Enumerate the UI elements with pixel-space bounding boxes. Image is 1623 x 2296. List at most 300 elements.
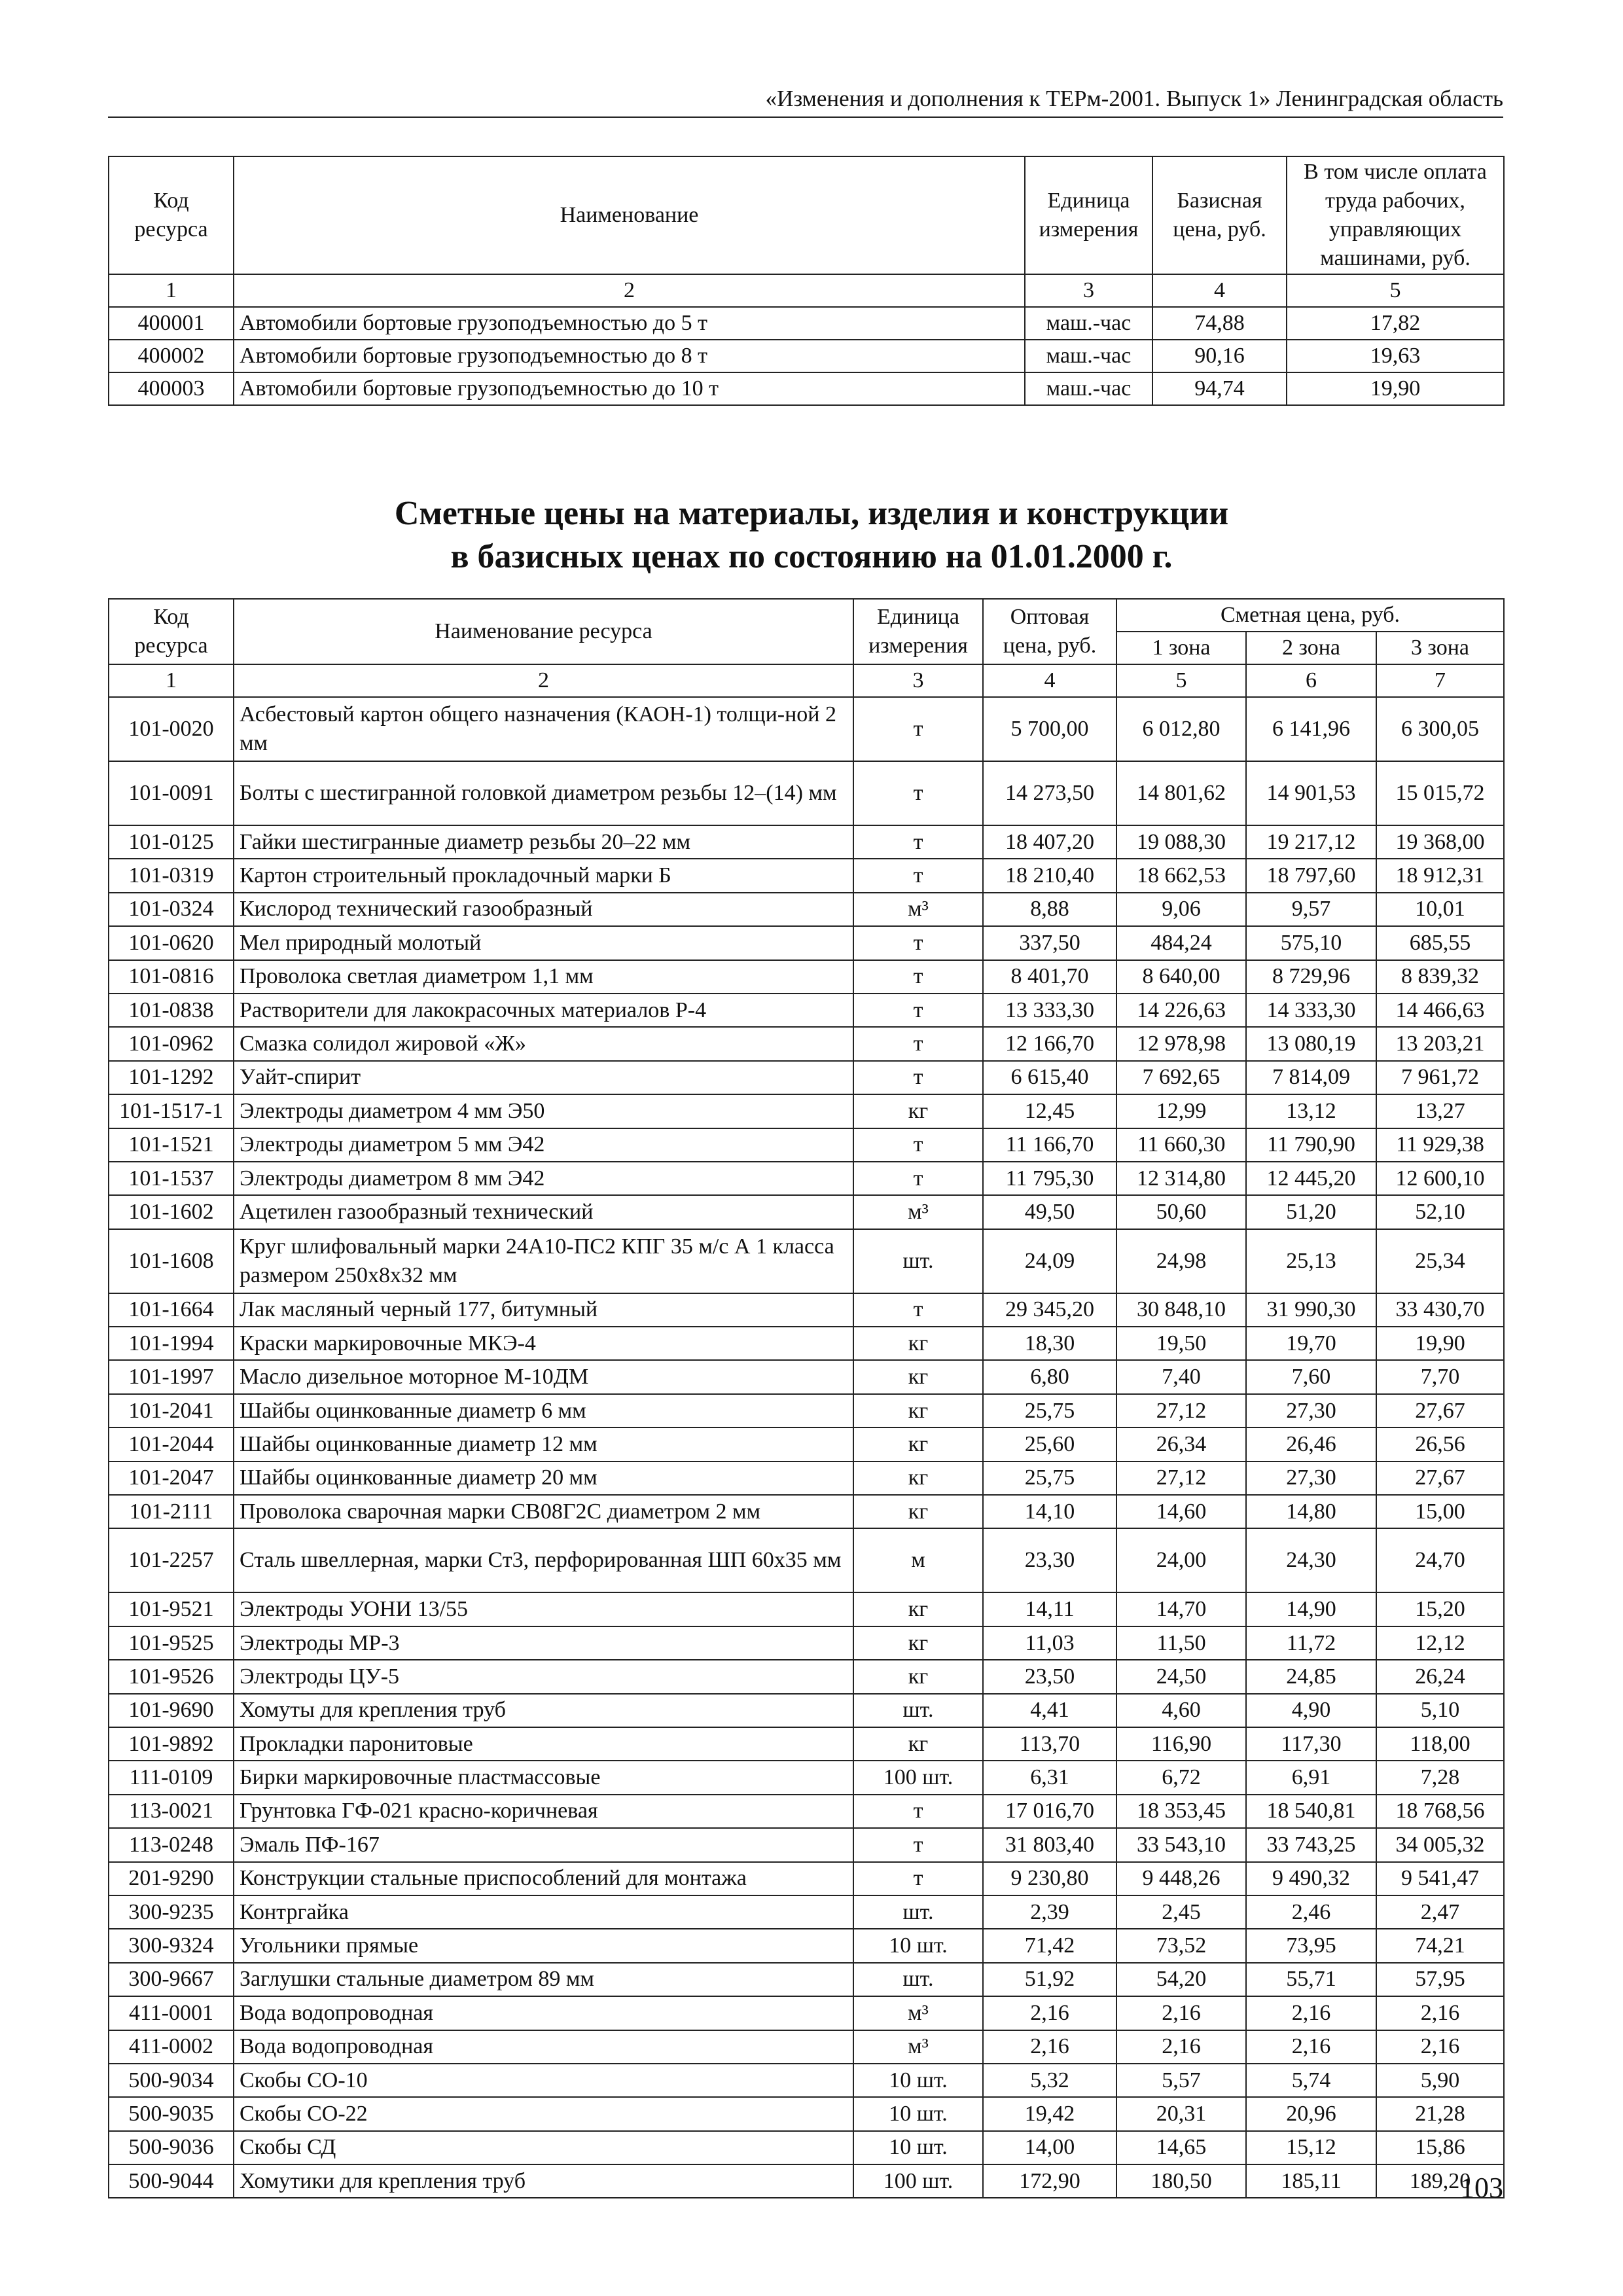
col-num: 7 [1376,664,1504,697]
cell-name: Бирки маркировочные пластмассовые [234,1761,853,1794]
cell-code: 113-0021 [109,1795,234,1828]
table-header-row [109,156,1504,274]
cell-code: 101-1517-1 [109,1094,234,1128]
cell-z3: 18 768,56 [1376,1795,1504,1828]
table-row [109,1027,1504,1060]
table-row [109,1528,1504,1592]
cell-z2: 185,11 [1246,2164,1376,2198]
cell-z1: 14 801,62 [1116,761,1246,825]
cell-z2: 11,72 [1246,1626,1376,1660]
table-row [109,926,1504,960]
cell-z1: 14,65 [1116,2131,1246,2164]
cell-price: 90,16 [1152,340,1287,372]
cell-z2: 73,95 [1246,1929,1376,1962]
cell-name: Хомуты для крепления труб [234,1694,853,1727]
cell-z3: 19 368,00 [1376,825,1504,859]
cell-name: Шайбы оцинкованные диаметр 20 мм [234,1462,853,1495]
table-row [109,1061,1504,1094]
cell-code: 500-9036 [109,2131,234,2164]
cell-z2: 33 743,25 [1246,1828,1376,1861]
cell-code: 111-0109 [109,1761,234,1794]
cell-z3: 10,01 [1376,893,1504,926]
header-estimate: Сметная цена, руб. [1116,599,1504,632]
cell-code: 101-1602 [109,1195,234,1229]
cell-unit: кг [853,1660,983,1693]
cell-wholesale: 29 345,20 [983,1293,1116,1327]
cell-wholesale: 172,90 [983,2164,1116,2198]
cell-unit: 10 шт. [853,2064,983,2097]
cell-unit: т [853,1795,983,1828]
cell-z2: 20,96 [1246,2097,1376,2130]
cell-code: 101-9521 [109,1592,234,1626]
cell-wholesale: 14 273,50 [983,761,1116,825]
cell-code: 400001 [109,307,234,340]
cell-name: Проволока светлая диаметром 1,1 мм [234,960,853,994]
cell-code: 101-1292 [109,1061,234,1094]
table-row [109,1862,1504,1895]
cell-unit: кг [853,1495,983,1528]
cell-wholesale: 2,16 [983,2030,1116,2064]
section-title [0,492,1623,579]
cell-z3: 2,47 [1376,1895,1504,1929]
cell-code: 101-1664 [109,1293,234,1327]
cell-wholesale: 18 407,20 [983,825,1116,859]
cell-code: 300-9235 [109,1895,234,1929]
cell-code: 300-9667 [109,1963,234,1996]
cell-wholesale: 12 166,70 [983,1027,1116,1060]
cell-z2: 14 333,30 [1246,994,1376,1027]
header-rule [108,117,1503,118]
cell-unit: т [853,1828,983,1861]
cell-unit: т [853,1027,983,1060]
cell-z1: 180,50 [1116,2164,1246,2198]
cell-z3: 9 541,47 [1376,1862,1504,1895]
cell-z1: 14 226,63 [1116,994,1246,1027]
cell-z1: 24,00 [1116,1528,1246,1592]
cell-z2: 14,80 [1246,1495,1376,1528]
cell-wholesale: 19,42 [983,2097,1116,2130]
cell-z2: 7,60 [1246,1360,1376,1393]
cell-code: 400002 [109,340,234,372]
cell-z2: 24,85 [1246,1660,1376,1693]
table-row [109,2097,1504,2130]
cell-z3: 33 430,70 [1376,1293,1504,1327]
table-row [109,1929,1504,1962]
cell-wholesale: 5 700,00 [983,697,1116,761]
table-row [109,1195,1504,1229]
cell-name: Автомобили бортовые грузоподъемностью до 5 т [234,307,1025,340]
header-unit: Единица измерения [853,599,983,664]
cell-z3: 27,67 [1376,1462,1504,1495]
cell-z3: 12 600,10 [1376,1162,1504,1195]
cell-wholesale: 14,11 [983,1592,1116,1626]
cell-z3: 19,90 [1376,1327,1504,1360]
cell-code: 101-2111 [109,1495,234,1528]
cell-code: 101-1608 [109,1229,234,1293]
cell-name: Электроды диаметром 8 мм Э42 [234,1162,853,1195]
table-row [109,2030,1504,2064]
table-row [109,340,1504,372]
cell-z3: 685,55 [1376,926,1504,960]
cell-wholesale: 24,09 [983,1229,1116,1293]
col-num: 2 [234,664,853,697]
cell-z1: 12 314,80 [1116,1162,1246,1195]
cell-z2: 2,16 [1246,1996,1376,2030]
cell-z1: 18 353,45 [1116,1795,1246,1828]
cell-code: 101-2047 [109,1462,234,1495]
cell-z1: 8 640,00 [1116,960,1246,994]
cell-name: Кислород технический газообразный [234,893,853,926]
cell-z2: 19,70 [1246,1327,1376,1360]
materials-table [108,598,1505,2198]
cell-z3: 12,12 [1376,1626,1504,1660]
cell-price: 74,88 [1152,307,1287,340]
cell-z3: 118,00 [1376,1727,1504,1761]
cell-name: Вода водопроводная [234,1996,853,2030]
col-num: 6 [1246,664,1376,697]
cell-wholesale: 11 166,70 [983,1128,1116,1162]
cell-z2: 27,30 [1246,1462,1376,1495]
header-name: Наименование [234,156,1025,274]
cell-wholesale: 2,39 [983,1895,1116,1929]
cell-name: Гайки шестигранные диаметр резьбы 20–22 мм [234,825,853,859]
cell-name: Грунтовка ГФ-021 красно-коричневая [234,1795,853,1828]
table-row [109,1996,1504,2030]
col-num: 1 [109,664,234,697]
table-row [109,1828,1504,1861]
machines-table [108,156,1505,406]
header-wholesale: Оптовая цена, руб. [983,599,1116,664]
cell-name: Уайт-спирит [234,1061,853,1094]
cell-code: 101-0125 [109,825,234,859]
cell-unit: 10 шт. [853,2097,983,2130]
table-row [109,1128,1504,1162]
column-number-row [109,274,1504,307]
cell-wholesale: 2,16 [983,1996,1116,2030]
cell-z1: 14,70 [1116,1592,1246,1626]
cell-name: Ацетилен газообразный технический [234,1195,853,1229]
column-number-row [109,664,1504,697]
cell-z2: 51,20 [1246,1195,1376,1229]
cell-code: 201-9290 [109,1862,234,1895]
cell-z2: 9,57 [1246,893,1376,926]
cell-z1: 6 012,80 [1116,697,1246,761]
table-row [109,994,1504,1027]
title-line-1: Сметные цены на материалы, изделия и конструкции [394,495,1229,532]
cell-name: Проволока сварочная марки СВ08Г2С диаметром 2 мм [234,1495,853,1528]
cell-unit: т [853,1293,983,1327]
cell-wholesale: 12,45 [983,1094,1116,1128]
cell-wholesale: 6,31 [983,1761,1116,1794]
cell-code: 101-0816 [109,960,234,994]
cell-wholesale: 18,30 [983,1327,1116,1360]
cell-code: 101-1537 [109,1162,234,1195]
cell-unit: 100 шт. [853,1761,983,1794]
cell-unit: м³ [853,893,983,926]
cell-z1: 6,72 [1116,1761,1246,1794]
table-row [109,1394,1504,1427]
cell-name: Автомобили бортовые грузоподъемностью до 8 т [234,340,1025,372]
table-row [109,372,1504,405]
cell-code: 500-9044 [109,2164,234,2198]
cell-z1: 26,34 [1116,1427,1246,1461]
cell-z3: 34 005,32 [1376,1828,1504,1861]
cell-code: 113-0248 [109,1828,234,1861]
table-row [109,1427,1504,1461]
cell-z2: 2,46 [1246,1895,1376,1929]
cell-wholesale: 113,70 [983,1727,1116,1761]
cell-code: 101-9690 [109,1694,234,1727]
cell-wholesale: 9 230,80 [983,1862,1116,1895]
running-header: «Изменения и дополнения к ТЕРм-2001. Выпуск 1» Ленинградская область [765,86,1503,111]
cell-z1: 9 448,26 [1116,1862,1246,1895]
table-header-row [109,599,1504,632]
cell-z1: 27,12 [1116,1462,1246,1495]
cell-z3: 2,16 [1376,1996,1504,2030]
cell-z2: 13 080,19 [1246,1027,1376,1060]
cell-code: 101-0962 [109,1027,234,1060]
cell-z1: 9,06 [1116,893,1246,926]
cell-name: Эмаль ПФ-167 [234,1828,853,1861]
col-num: 1 [109,274,234,307]
cell-z2: 25,13 [1246,1229,1376,1293]
cell-name: Скобы СО-22 [234,2097,853,2130]
cell-name: Картон строительный прокладочный марки Б [234,859,853,892]
cell-z3: 2,16 [1376,2030,1504,2064]
table-row [109,1327,1504,1360]
cell-unit: кг [853,1626,983,1660]
table-row [109,1727,1504,1761]
cell-code: 101-0091 [109,761,234,825]
cell-z2: 27,30 [1246,1394,1376,1427]
cell-z1: 11,50 [1116,1626,1246,1660]
cell-name: Асбестовый картон общего назначения (КАОН-1) толщи-ной 2 мм [234,697,853,761]
cell-unit: т [853,1862,983,1895]
cell-z2: 19 217,12 [1246,825,1376,859]
cell-wholesale: 6,80 [983,1360,1116,1393]
cell-name: Электроды УОНИ 13/55 [234,1592,853,1626]
cell-z2: 18 797,60 [1246,859,1376,892]
cell-unit: маш.-час [1025,307,1152,340]
cell-z3: 15,20 [1376,1592,1504,1626]
table-row [109,1592,1504,1626]
cell-name: Скобы СД [234,2131,853,2164]
cell-z2: 18 540,81 [1246,1795,1376,1828]
cell-z2: 12 445,20 [1246,1162,1376,1195]
cell-unit: кг [853,1462,983,1495]
cell-z1: 12,99 [1116,1094,1246,1128]
cell-z1: 18 662,53 [1116,859,1246,892]
cell-z1: 7,40 [1116,1360,1246,1393]
table-row [109,859,1504,892]
cell-name: Шайбы оцинкованные диаметр 6 мм [234,1394,853,1427]
cell-z3: 26,24 [1376,1660,1504,1693]
col-num: 4 [1152,274,1287,307]
cell-unit: шт. [853,1694,983,1727]
cell-z1: 2,16 [1116,2030,1246,2064]
header-code: Код ресурса [109,156,234,274]
cell-wholesale: 11,03 [983,1626,1116,1660]
col-num: 5 [1287,274,1504,307]
cell-name: Прокладки паронитовые [234,1727,853,1761]
table-row [109,1626,1504,1660]
cell-code: 101-0620 [109,926,234,960]
cell-z1: 73,52 [1116,1929,1246,1962]
cell-name: Электроды ЦУ-5 [234,1660,853,1693]
cell-unit: т [853,1061,983,1094]
cell-wholesale: 11 795,30 [983,1162,1116,1195]
cell-z3: 7,70 [1376,1360,1504,1393]
header-code: Код ресурса [109,599,234,664]
header-unit: Единица измерения [1025,156,1152,274]
cell-code: 500-9035 [109,2097,234,2130]
cell-z1: 14,60 [1116,1495,1246,1528]
cell-unit: кг [853,1727,983,1761]
cell-name: Смазка солидол жировой «Ж» [234,1027,853,1060]
cell-unit: т [853,1128,983,1162]
cell-z2: 14 901,53 [1246,761,1376,825]
cell-name: Заглушки стальные диаметром 89 мм [234,1963,853,1996]
cell-code: 300-9324 [109,1929,234,1962]
cell-z2: 11 790,90 [1246,1128,1376,1162]
cell-unit: м [853,1528,983,1592]
cell-z3: 57,95 [1376,1963,1504,1996]
title-line-2: в базисных ценах по состоянию на 01.01.2000 г. [450,538,1173,575]
cell-unit: кг [853,1094,983,1128]
cell-unit: кг [853,1360,983,1393]
cell-code: 101-9525 [109,1626,234,1660]
cell-name: Хомутики для крепления труб [234,2164,853,2198]
cell-z3: 24,70 [1376,1528,1504,1592]
cell-z2: 24,30 [1246,1528,1376,1592]
cell-z3: 25,34 [1376,1229,1504,1293]
cell-z1: 12 978,98 [1116,1027,1246,1060]
table-row [109,825,1504,859]
cell-z1: 4,60 [1116,1694,1246,1727]
cell-wholesale: 25,75 [983,1394,1116,1427]
cell-price: 94,74 [1152,372,1287,405]
cell-unit: т [853,926,983,960]
cell-unit: маш.-час [1025,340,1152,372]
cell-z2: 5,74 [1246,2064,1376,2097]
table-row [109,1694,1504,1727]
cell-z2: 575,10 [1246,926,1376,960]
cell-z3: 189,20 [1376,2164,1504,2198]
cell-unit: шт. [853,1895,983,1929]
table-row [109,2131,1504,2164]
cell-name: Лак масляный черный 177, битумный [234,1293,853,1327]
cell-unit: м³ [853,2030,983,2064]
cell-z2: 15,12 [1246,2131,1376,2164]
cell-z3: 8 839,32 [1376,960,1504,994]
table-row [109,1963,1504,1996]
cell-name: Автомобили бортовые грузоподъемностью до 10 т [234,372,1025,405]
cell-z2: 13,12 [1246,1094,1376,1128]
cell-z3: 27,67 [1376,1394,1504,1427]
cell-name: Масло дизельное моторное М-10ДМ [234,1360,853,1393]
cell-name: Краски маркировочные МКЭ-4 [234,1327,853,1360]
table-row [109,960,1504,994]
cell-z2: 4,90 [1246,1694,1376,1727]
header-price: Базисная цена, руб. [1152,156,1287,274]
cell-z1: 5,57 [1116,2064,1246,2097]
cell-unit: т [853,825,983,859]
cell-z3: 7,28 [1376,1761,1504,1794]
table-row [109,1761,1504,1794]
cell-wholesale: 71,42 [983,1929,1116,1962]
cell-wholesale: 51,92 [983,1963,1116,1996]
cell-z2: 14,90 [1246,1592,1376,1626]
table-row [109,1293,1504,1327]
cell-code: 411-0002 [109,2030,234,2064]
cell-z2: 6 141,96 [1246,697,1376,761]
cell-code: 101-1994 [109,1327,234,1360]
table-row [109,1495,1504,1528]
table-row [109,1094,1504,1128]
cell-z1: 2,45 [1116,1895,1246,1929]
cell-wholesale: 4,41 [983,1694,1116,1727]
cell-wholesale: 23,30 [983,1528,1116,1592]
cell-unit: 10 шт. [853,1929,983,1962]
cell-wholesale: 5,32 [983,2064,1116,2097]
cell-wage: 17,82 [1287,307,1504,340]
cell-wage: 19,90 [1287,372,1504,405]
cell-z3: 26,56 [1376,1427,1504,1461]
cell-code: 101-1997 [109,1360,234,1393]
cell-name: Электроды диаметром 5 мм Э42 [234,1128,853,1162]
table-row [109,1660,1504,1693]
cell-z2: 8 729,96 [1246,960,1376,994]
cell-z1: 20,31 [1116,2097,1246,2130]
cell-wholesale: 6 615,40 [983,1061,1116,1094]
cell-z3: 7 961,72 [1376,1061,1504,1094]
table-row [109,307,1504,340]
cell-wholesale: 13 333,30 [983,994,1116,1027]
cell-z1: 2,16 [1116,1996,1246,2030]
table-row [109,1229,1504,1293]
col-num: 5 [1116,664,1246,697]
cell-wholesale: 25,75 [983,1462,1116,1495]
cell-code: 101-2044 [109,1427,234,1461]
cell-wholesale: 337,50 [983,926,1116,960]
cell-wholesale: 14,10 [983,1495,1116,1528]
cell-z1: 19,50 [1116,1327,1246,1360]
cell-name: Растворители для лакокрасочных материалов Р-4 [234,994,853,1027]
col-num: 4 [983,664,1116,697]
col-num: 2 [234,274,1025,307]
cell-unit: кг [853,1592,983,1626]
cell-wholesale: 18 210,40 [983,859,1116,892]
cell-unit: м³ [853,1195,983,1229]
cell-wholesale: 25,60 [983,1427,1116,1461]
cell-z2: 2,16 [1246,2030,1376,2064]
cell-z3: 18 912,31 [1376,859,1504,892]
table-row [109,761,1504,825]
table-row [109,2064,1504,2097]
cell-unit: кг [853,1427,983,1461]
cell-z3: 5,90 [1376,2064,1504,2097]
cell-z1: 7 692,65 [1116,1061,1246,1094]
cell-code: 101-2257 [109,1528,234,1592]
cell-wholesale: 14,00 [983,2131,1116,2164]
header-zone-3: 3 зона [1376,632,1504,664]
cell-name: Электроды диаметром 4 мм Э50 [234,1094,853,1128]
cell-unit: т [853,1162,983,1195]
cell-unit: кг [853,1327,983,1360]
cell-z2: 6,91 [1246,1761,1376,1794]
cell-z2: 117,30 [1246,1727,1376,1761]
cell-code: 101-2041 [109,1394,234,1427]
